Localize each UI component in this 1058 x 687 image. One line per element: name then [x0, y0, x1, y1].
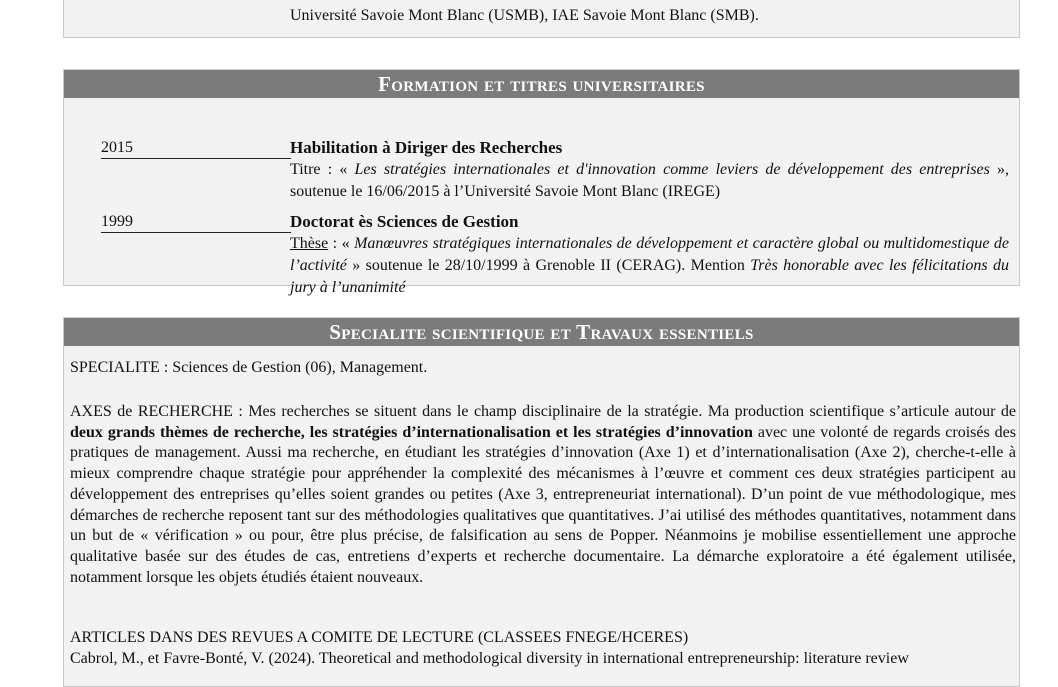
entry-italic-title: Manœuvres stratégiques internationales de développement et caractère global ou multidomestique de l’activité: [290, 235, 1009, 274]
entry-title: Doctorat ès Sciences de Gestion: [290, 212, 519, 231]
entry-label: Thèse: [290, 235, 329, 252]
previous-section-box: [63, 0, 1020, 38]
axes-intro: AXES de RECHERCHE : Mes recherches se situent dans le champ disciplinaire de la stratégie. Ma production scientifique s’articule autour de: [70, 403, 1016, 420]
entry-year: 2015: [101, 138, 291, 159]
specialite-section: [63, 317, 1020, 687]
entry-year: 1999: [101, 212, 291, 233]
entry-mention: Très honorable avec les félicitations du jury à l’unanimité: [290, 257, 1010, 296]
entry-sep: : «: [328, 235, 355, 252]
specialite-header: Specialite scientifique et Travaux essentiels: [64, 318, 1019, 346]
specialite-line: SPECIALITE : Sciences de Gestion (06), Management.: [70, 359, 428, 376]
articles-heading: ARTICLES DANS DES REVUES A COMITE DE LECTURE (CLASSEES FNEGE/HCERES): [70, 629, 689, 646]
previous-entry-text: Université Savoie Mont Blanc (USMB), IAE Savoie Mont Blanc (SMB).: [290, 7, 759, 24]
axes-bold-themes: deux grands thèmes de recherche, les stratégies d’internationalisation et les stratégies d’innovation: [70, 423, 753, 441]
axes-rest: avec une volonté de regards croisés des pratiques de management. Aussi ma recherche, en étudiant les stratégies d’innovation (Axe 1) et d’internationalisation (Axe 2), cherche-t-elle à mieux comprendre chaque stratégie pour appréhender la complexité des mécanismes à l’œuvre et comment ces deux stratégies participent au développement des entreprises qu’elles soient grandes ou petites (Axe 3, entrepreneuriat international). D’un point de vue méthodologique, mes démarches de recherche reposent tant sur des méthodologies qualitatives que quantitatives. J’ai utilisé des méthodes quantitatives, notamment dans un but de « vérification » ou pour, être plus précise, de falsification au sens de Popper. Néanmoins je mobilise essentiellement une approche qualitative basée sur des études de cas, entretiens d’experts et recherche documentaire. La démarche exploratoire a été également utilisée, notamment lorsque les objets étudiés étaient nouveaux.: [70, 423, 1017, 586]
entry-title: Habilitation à Diriger des Recherches: [290, 138, 563, 157]
entry-rest: », soutenue le 16/06/2015 à l’Université Savoie Mont Blanc (IREGE): [290, 161, 1010, 200]
entry-rest: » soutenue le 28/10/1999 à Grenoble II (CERAG). Mention: [346, 257, 751, 274]
entry-italic-title: Les stratégies internationales et d'innovation comme leviers de développement des entreprises: [354, 161, 990, 178]
formation-section: [63, 69, 1020, 296]
entry-description: [290, 159, 1009, 203]
entry-description: [290, 233, 1009, 299]
entry-label: Titre: [290, 161, 321, 178]
formation-header: Formation et titres universitaires: [64, 70, 1019, 98]
research-axes-paragraph: [70, 402, 1016, 588]
article-entry: Cabrol, M., et Favre-Bonté, V. (2024). Theoretical and methodological diversity in international entrepreneurship: literature review: [70, 650, 909, 667]
entry-sep: : «: [320, 161, 355, 178]
